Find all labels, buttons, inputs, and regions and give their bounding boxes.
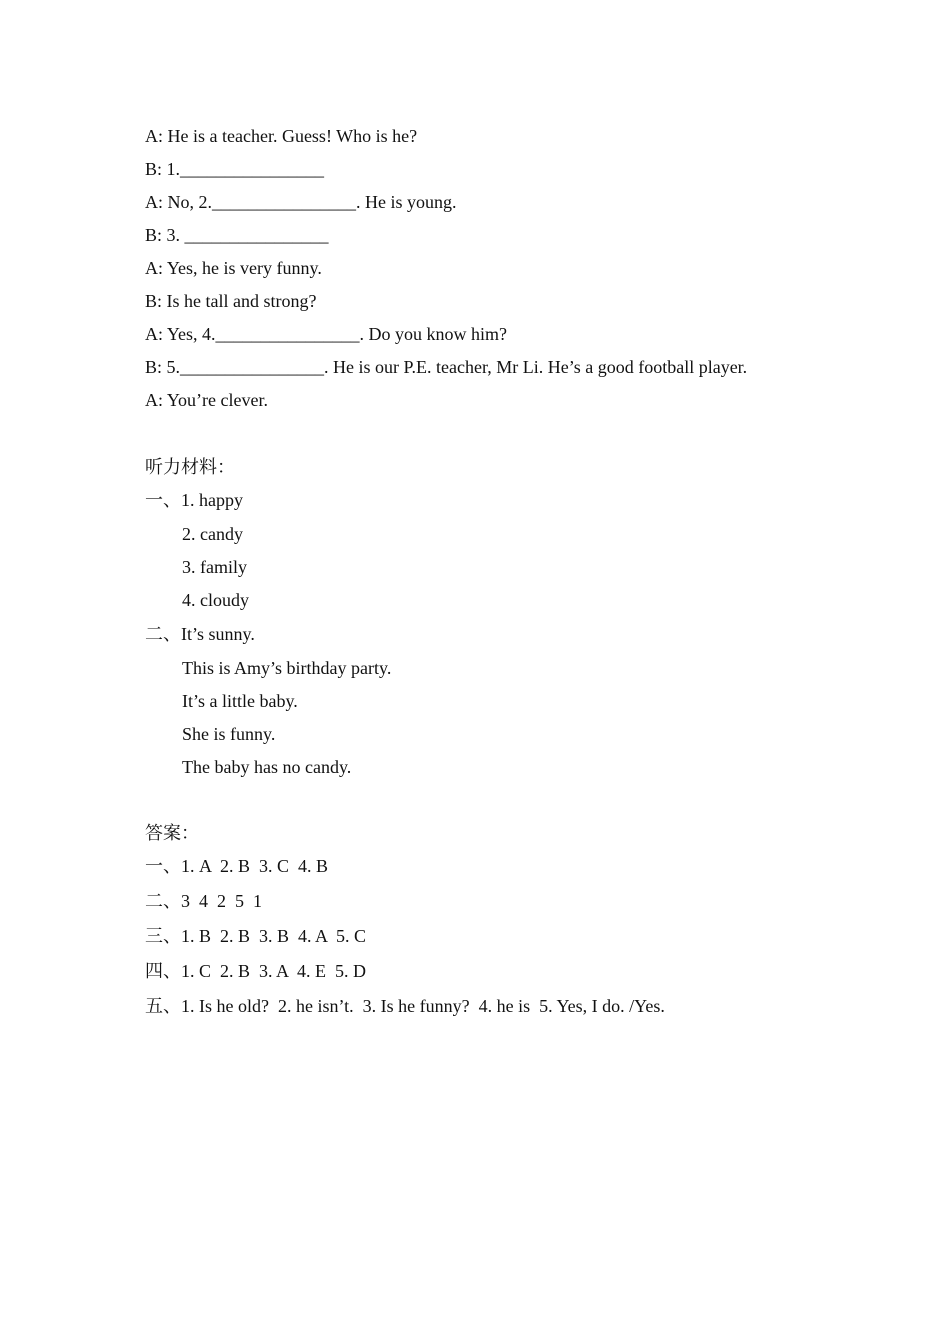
- listening-heading: 听力材料：: [145, 457, 235, 477]
- dialogue-line-8: B: 5.________________. He is our P.E. teacher, Mr Li. He’s a good football player.: [145, 357, 748, 377]
- listening-part1-item-3: 3. family: [182, 557, 247, 577]
- dialogue-line-7: A: Yes, 4.________________. Do you know him?: [145, 324, 508, 344]
- listening-part1-item-1: 一、1. happy: [145, 490, 243, 510]
- answer-line-4: 四、1. C 2. B 3. A 4. E 5. D: [145, 961, 367, 981]
- answer-line-2: 二、3 4 2 5 1: [145, 891, 262, 911]
- answer-line-1: 一、1. A 2. B 3. C 4. B: [145, 856, 329, 876]
- listening-part1-item-4: 4. cloudy: [182, 590, 249, 610]
- dialogue-line-5: A: Yes, he is very funny.: [145, 258, 322, 278]
- dialogue-line-4: B: 3. ________________: [145, 225, 329, 245]
- dialogue-line-3: A: No, 2.________________. He is young.: [145, 192, 457, 212]
- listening-part2-item-4: She is funny.: [182, 724, 276, 744]
- listening-part1-item-2: 2. candy: [182, 524, 243, 544]
- listening-part2-item-5: The baby has no candy.: [182, 757, 352, 777]
- dialogue-line-2: B: 1.________________: [145, 159, 325, 179]
- dialogue-line-6: B: Is he tall and strong?: [145, 291, 317, 311]
- dialogue-line-9: A: You’re clever.: [145, 390, 268, 410]
- dialogue-line-1: A: He is a teacher. Guess! Who is he?: [145, 126, 418, 146]
- answer-line-5: 五、1. Is he old? 2. he isn’t. 3. Is he funny? 4. he is 5. Yes, I do. /Yes.: [145, 996, 665, 1016]
- answer-line-3: 三、1. B 2. B 3. B 4. A 5. C: [145, 926, 367, 946]
- answers-heading: 答案：: [145, 823, 199, 843]
- listening-part2-item-3: It’s a little baby.: [182, 691, 298, 711]
- listening-part2-item-1: 二、It’s sunny.: [145, 624, 255, 644]
- listening-part2-item-2: This is Amy’s birthday party.: [182, 658, 392, 678]
